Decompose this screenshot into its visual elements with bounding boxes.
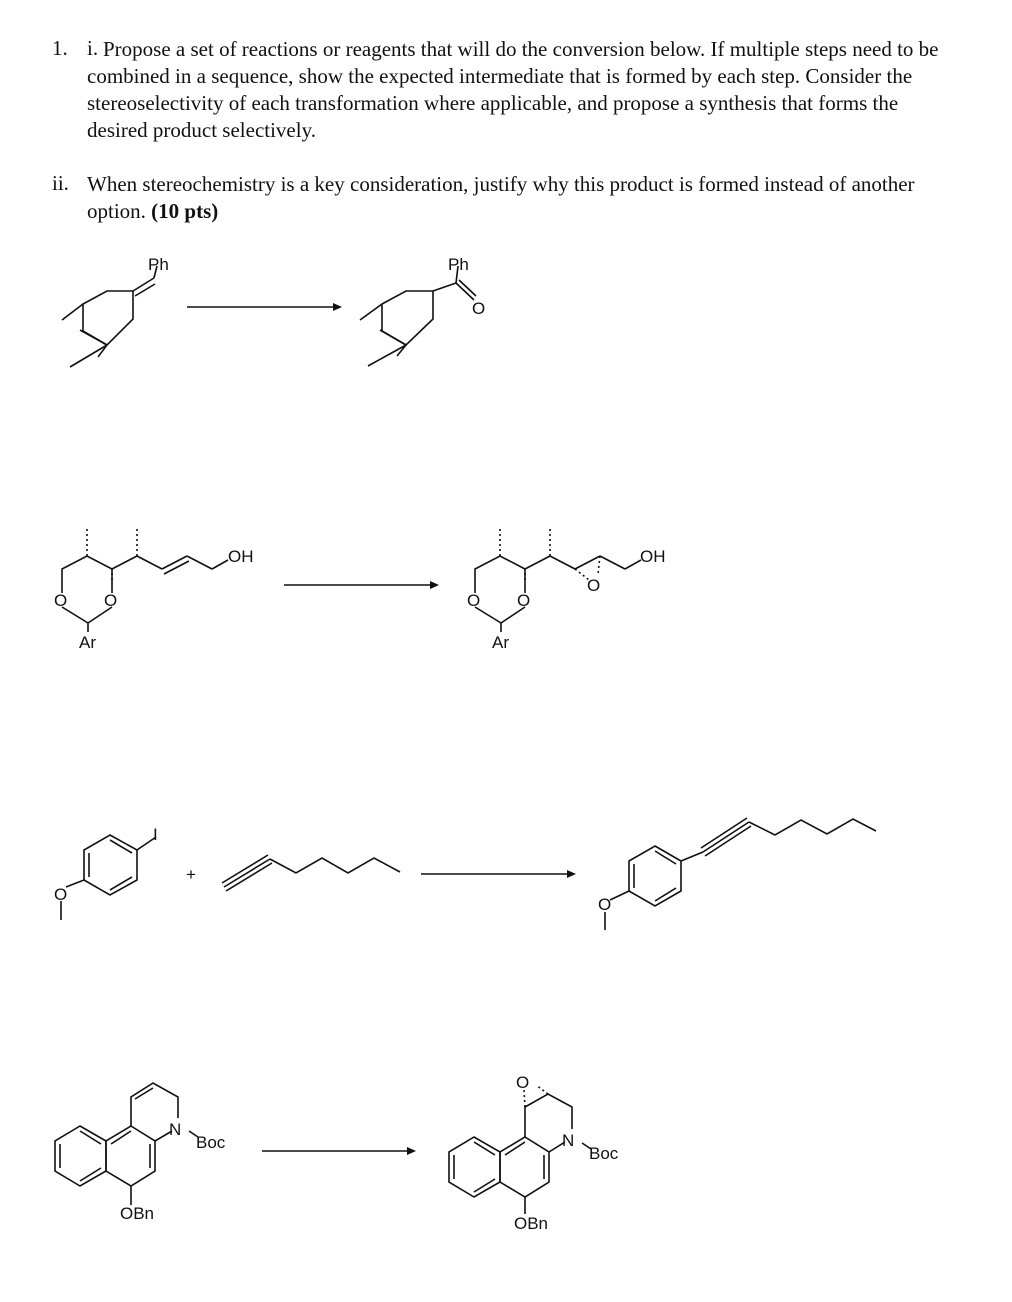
part-i-label: i. [87,36,99,60]
reaction-1-reactant [62,255,169,367]
reaction-3 [54,818,876,930]
label-n: N [169,1120,182,1139]
plus-sign: + [186,865,196,884]
reaction-2-product [467,528,666,652]
label-ar: Ar [79,633,96,652]
label-obn: OBn [120,1204,155,1223]
label-ar: Ar [492,633,509,652]
reaction-4-product [449,1073,619,1233]
label-o: O [517,591,531,610]
label-boc: Boc [196,1133,226,1152]
label-o: O [54,591,68,610]
reaction-2-reactant [54,528,254,652]
reaction-4-reactant [55,1083,226,1223]
reaction-4-arrow [262,1147,416,1155]
reaction-1 [62,255,485,367]
reaction-1-arrow [187,303,342,311]
label-o: O [54,885,68,904]
reaction-2 [54,528,666,652]
reaction-1-product [360,255,485,366]
label-i: I [153,825,158,844]
label-ph: Ph [448,255,469,274]
label-ph: Ph [148,255,169,274]
reaction-3-reactant-alkyne [222,855,400,891]
reaction-3-product [598,818,876,930]
reaction-4 [55,1073,619,1233]
part-ii-label: ii. [52,171,69,195]
label-o: O [598,895,612,914]
label-oh: OH [228,547,254,566]
part-i-text: Propose a set of reactions or reagents that will do the conversion below. If multiple steps need to be combined in a sequence, show the expected intermediate that is formed by each step. Consider the stereoselectivity of each transformation where applicable, and propose a synthesis that forms the desired product selectively. [87,37,939,142]
label-o: O [472,299,486,318]
reaction-3-arrow [421,870,576,878]
label-o: O [104,591,118,610]
label-o: O [467,591,481,610]
label-o: O [516,1073,530,1092]
reaction-2-arrow [284,581,439,589]
label-n: N [562,1131,575,1150]
label-boc: Boc [589,1144,619,1163]
label-obn: OBn [514,1214,549,1233]
label-o: O [587,576,601,595]
part-ii-body: When stereochemistry is a key consideration, justify why this product is formed instead of another option. [87,172,915,223]
reaction-3-reactant-aryl-iodide [54,825,158,920]
question-number: 1. [52,36,68,60]
points-label: (10 pts) [151,199,219,223]
label-oh: OH [640,547,666,566]
